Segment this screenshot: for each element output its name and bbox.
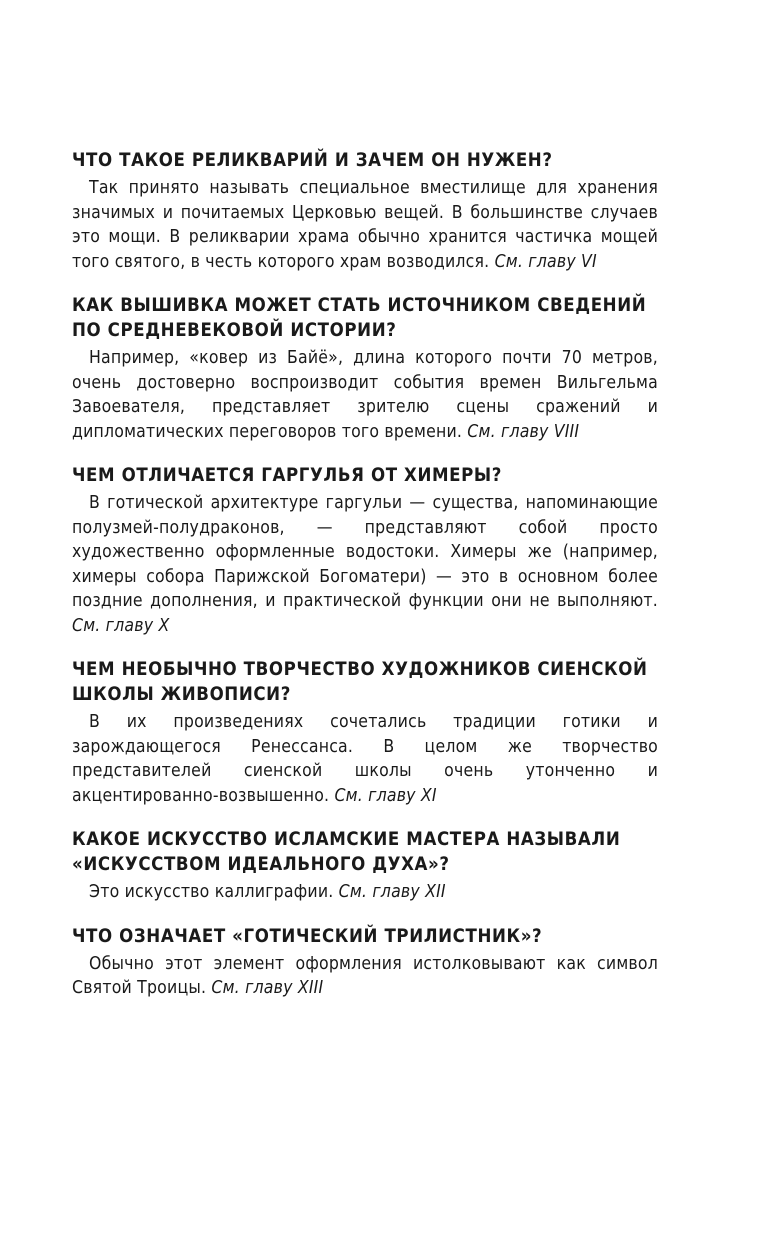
- question-heading: КАК ВЫШИВКА МОЖЕТ СТАТЬ ИСТОЧНИКОМ СВЕДЕНИЙ ПО СРЕДНЕВЕКОВОЙ ИСТОРИИ?: [72, 295, 647, 341]
- answer-text: В их произведениях сочетались традиции готики и зарождающегося Ренессанса. В целом же творчество представителей сиенской школы очень утонченно и акцентированно-возвышенно.: [72, 712, 658, 806]
- answer-paragraph: [72, 952, 658, 1001]
- answer-paragraph: [72, 491, 658, 638]
- question-heading: ЧЕМ ОТЛИЧАЕТСЯ ГАРГУЛЬЯ ОТ ХИМЕРЫ?: [72, 465, 503, 486]
- question-heading: ЧЕМ НЕОБЫЧНО ТВОРЧЕСТВО ХУДОЖНИКОВ СИЕНСКОЙ ШКОЛЫ ЖИВОПИСИ?: [72, 659, 648, 705]
- qa-reliquary: [72, 148, 658, 274]
- chapter-reference: См. главу XI: [334, 785, 437, 806]
- question-heading: ЧТО ОЗНАЧАЕТ «ГОТИЧЕСКИЙ ТРИЛИСТНИК»?: [72, 925, 543, 947]
- page-text: [72, 148, 658, 1020]
- answer-paragraph: [72, 710, 658, 808]
- question-heading: КАКОЕ ИСКУССТВО ИСЛАМСКИЕ МАСТЕРА НАЗЫВАЛИ «ИСКУССТВОМ ИДЕАЛЬНОГО ДУХА»?: [72, 829, 621, 875]
- answer-text: Это искусство каллиграфии.: [89, 882, 334, 902]
- qa-gothic-trefoil: [72, 924, 658, 1001]
- chapter-reference: См. главу VIII: [467, 421, 580, 442]
- qa-islamic-art: [72, 827, 658, 905]
- qa-siena-school: [72, 657, 658, 808]
- chapter-reference: См. главу XIII: [211, 978, 324, 998]
- question-heading: ЧТО ТАКОЕ РЕЛИКВАРИЙ И ЗАЧЕМ ОН НУЖЕН?: [72, 150, 553, 171]
- answer-paragraph: [72, 346, 658, 444]
- answer-paragraph: [72, 176, 658, 274]
- answer-text: Так принято называть специальное вместилище для хранения значимых и почитаемых Церковью вещей. В большинстве случаев это мощи. В реликварии храма обычно хранится частичка мощей того святого, в честь которого храм возводился.: [72, 178, 658, 272]
- chapter-reference: См. главу VI: [494, 251, 597, 272]
- answer-paragraph: [72, 880, 658, 905]
- answer-text: В готической архитектуре гаргульи — существа, напоминающие полузмей-полудраконов, — представляют собой просто художественно оформленные водостоки. Химеры же (например, химеры собора Парижской Богоматери) — это в основном более поздние дополнения, и практической функции они не выполняют.: [72, 493, 658, 611]
- answer-text: Обычно этот элемент оформления истолковывают как символ Святой Троицы.: [72, 953, 658, 998]
- qa-gargoyle: [72, 463, 658, 638]
- qa-embroidery: [72, 293, 658, 444]
- chapter-reference: См. главу XII: [338, 882, 446, 902]
- chapter-reference: См. главу X: [72, 615, 170, 636]
- answer-text: Например, «ковер из Байё», длина которого почти 70 метров, очень достоверно воспроизводит события времен Вильгельма Завоевателя, представляет зрителю сцены сражений и дипломатических переговоров того времени.: [72, 348, 658, 442]
